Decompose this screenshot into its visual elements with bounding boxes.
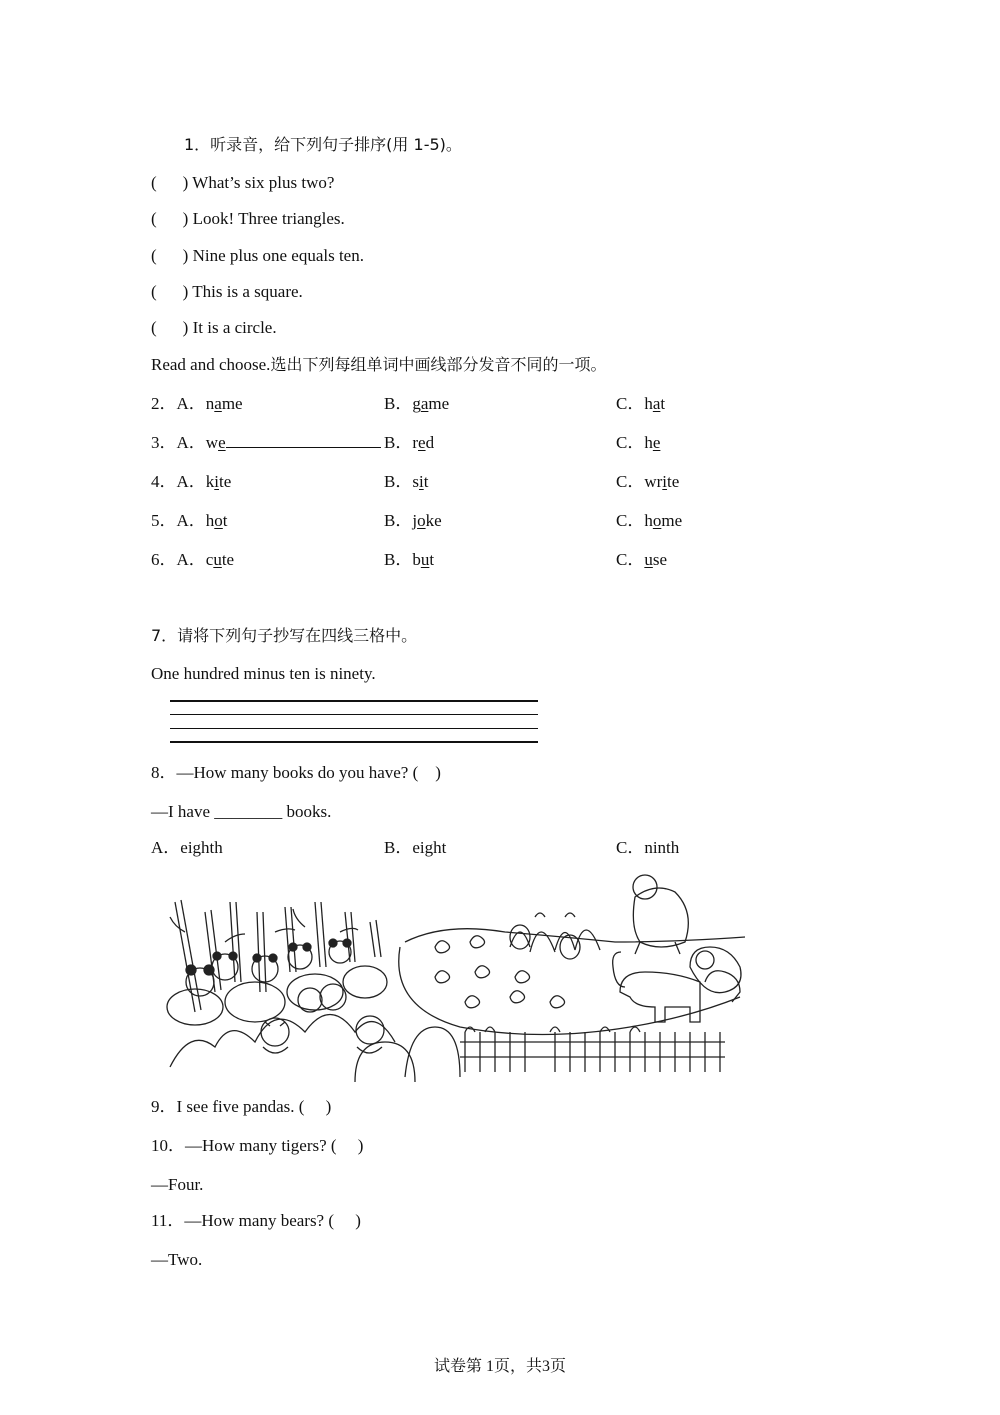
bears <box>633 875 741 993</box>
phonics-option-a: 6．A．cute <box>151 550 235 569</box>
q7-sentence: One hundred minus ten is ninety. <box>151 664 376 683</box>
phonics-option-b: B．joke <box>384 511 442 530</box>
q9-question: 9．I see five pandas. ( ) <box>151 1097 332 1116</box>
phonics-option-b: B．sit <box>384 472 429 491</box>
q1-item: ( ) Nine plus one equals ten. <box>151 246 364 265</box>
tigers <box>261 984 384 1053</box>
q11-question: 11．—How many bears? ( ) <box>151 1211 361 1230</box>
q1-item: ( ) It is a circle. <box>151 318 277 337</box>
phonics-option-c: C．hat <box>616 394 666 413</box>
elephants <box>613 952 740 1022</box>
phonics-option-c: C．home <box>616 511 683 530</box>
q8-option-a: A．eighth <box>151 838 223 857</box>
phonics-option-b: B．but <box>384 550 435 569</box>
q1-item-text: Nine plus one equals ten. <box>192 246 364 265</box>
phonics-option-a: 5．A．hot <box>151 511 228 530</box>
q1-item-text: It is a circle. <box>192 318 277 337</box>
grid-line <box>170 728 538 729</box>
grid-line <box>170 714 538 715</box>
page-footer: 试卷第 1页，共3页 <box>433 1358 566 1375</box>
q10-answer: —Four. <box>151 1175 204 1194</box>
q1-item: ( ) Look! Three triangles. <box>151 209 345 228</box>
grid-line <box>170 700 538 702</box>
phonics-option-b: B．red <box>384 433 435 452</box>
q8-option-c: C．ninth <box>616 838 680 857</box>
zoo-illustration <box>165 872 750 1082</box>
answer-blank-line <box>226 433 381 448</box>
read-choose-instruction: Read and choose.选出下列每组单词中画线部分发音不同的一项。 <box>151 355 607 374</box>
grid-line <box>170 741 538 743</box>
ducks <box>435 936 565 1008</box>
phonics-option-a: 2．A．name <box>151 394 243 413</box>
q8-answer: —I have ________ books. <box>151 802 332 821</box>
q11-answer: —Two. <box>151 1250 203 1269</box>
phonics-option-c: C．he <box>616 433 661 452</box>
pond <box>399 929 745 1035</box>
pandas <box>186 939 351 996</box>
phonics-option-b: B．game <box>384 394 450 413</box>
rocks <box>167 966 460 1082</box>
phonics-option-a: 4．A．kite <box>151 472 232 491</box>
phonics-option-c: C．use <box>616 550 668 569</box>
q1-item-text: Look! Three triangles. <box>192 209 345 228</box>
q7-instruction: 7．请将下列句子抄写在四线三格中。 <box>151 626 418 645</box>
four-line-writing-grid[interactable] <box>170 700 538 744</box>
q1-instruction: 1．听录音，给下列句子排序(用 1-5)。 <box>184 135 462 154</box>
q1-item-text: What’s six plus two? <box>192 173 335 192</box>
fence <box>460 1027 725 1072</box>
phonics-option-a: 3．A．we <box>151 433 381 453</box>
q1-item: ( ) This is a square. <box>151 282 303 301</box>
q1-item-text: This is a square. <box>192 282 303 301</box>
q1-item: ( ) What’s six plus two? <box>151 173 335 192</box>
q8-option-b: B．eight <box>384 838 447 857</box>
phonics-option-c: C．write <box>616 472 680 491</box>
q10-question: 10．—How many tigers? ( ) <box>151 1136 364 1155</box>
q8-question: 8．—How many books do you have? ( ) <box>151 763 441 782</box>
